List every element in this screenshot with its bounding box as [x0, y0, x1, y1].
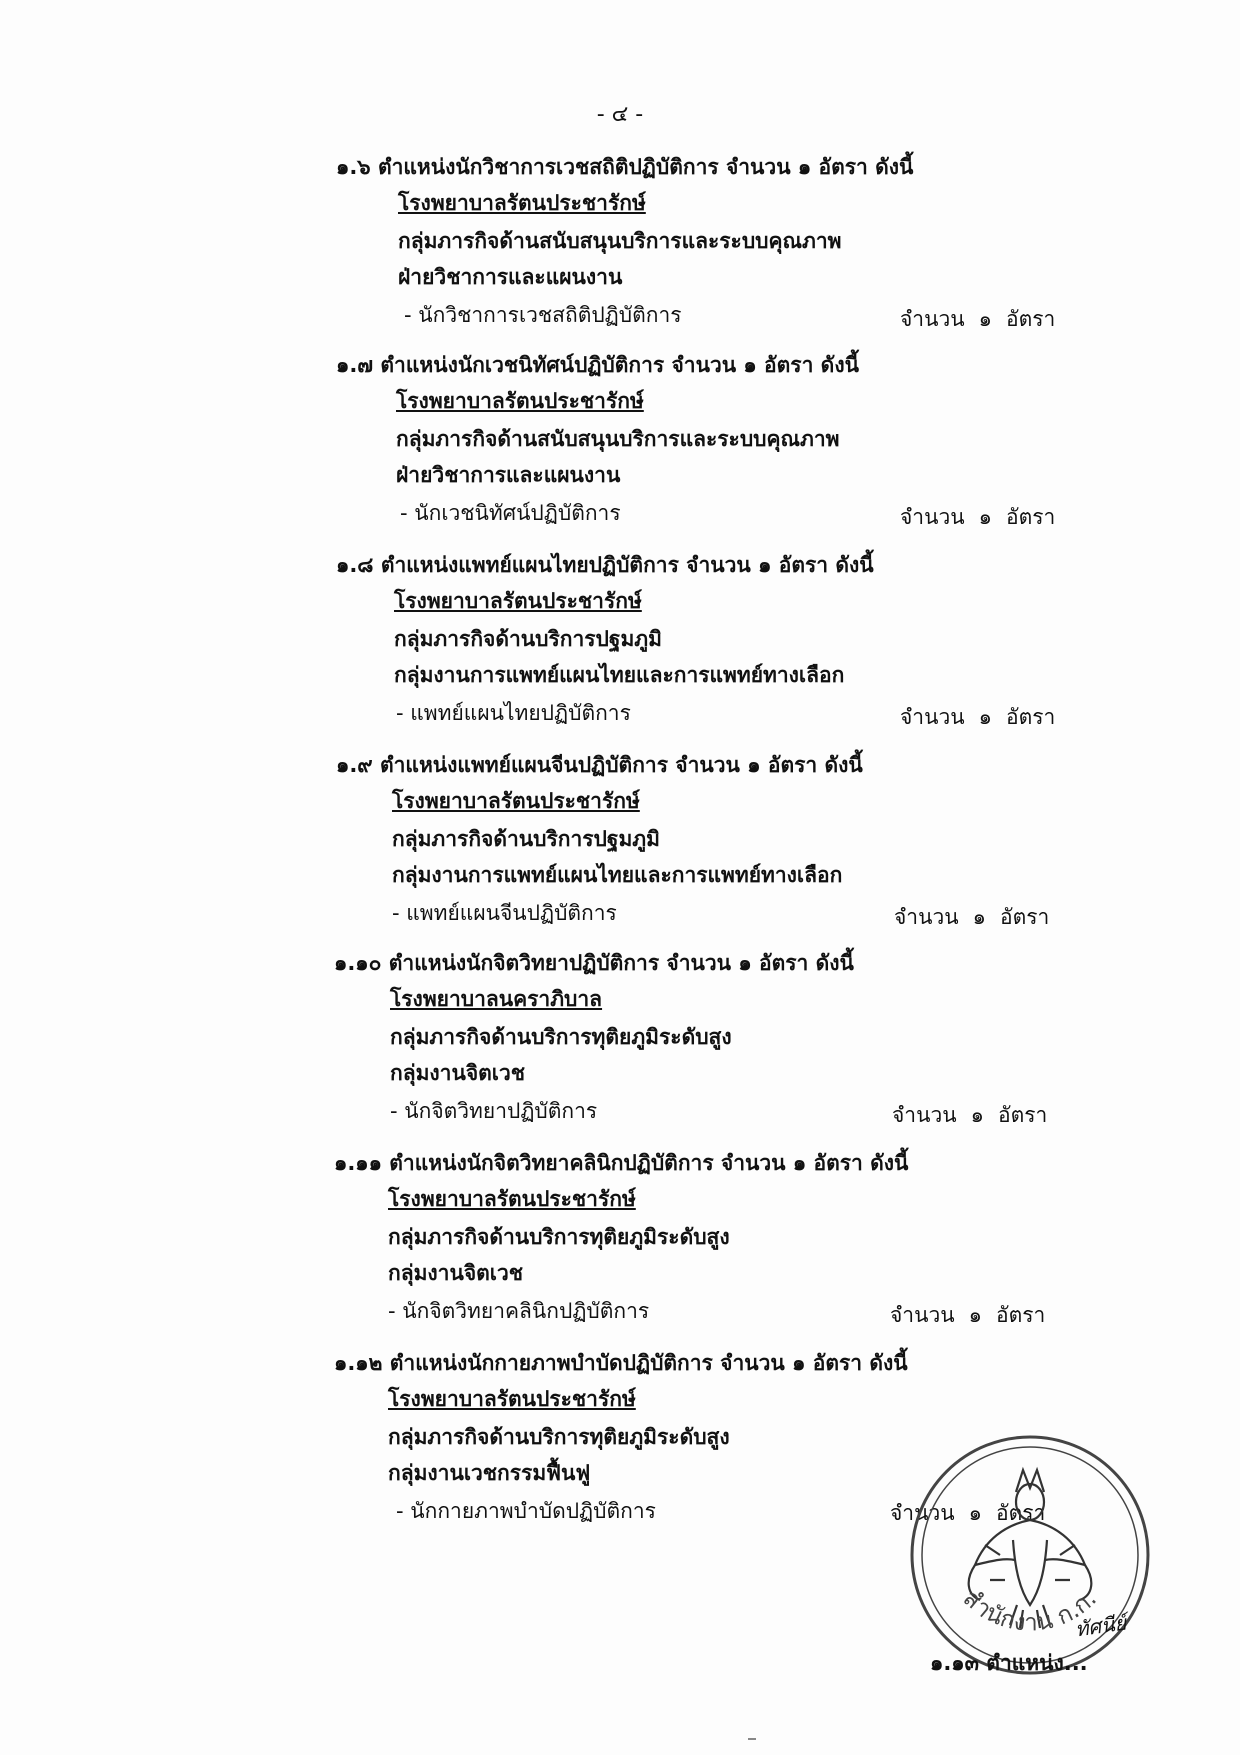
position-title: - แพทย์แผนจีนปฏิบัติการ [392, 901, 617, 925]
count-label: จำนวน [900, 307, 965, 331]
count-label: จำนวน [890, 1303, 955, 1327]
hospital-name: โรงพยาบาลรัตนประชารักษ์ [388, 1387, 636, 1411]
count-value: ๑ [968, 1501, 982, 1525]
section-heading: ๑.๗ ตำแหน่งนักเวชนิทัศน์ปฏิบัติการ จำนวน ๑ อัตรา ดังนี้ [336, 353, 859, 377]
hospital-name: โรงพยาบาลรัตนประชารักษ์ [398, 191, 646, 215]
count-unit: อัตรา [999, 905, 1050, 929]
scan-mark [748, 1738, 756, 1740]
continuation-text: ๑.๑๓ ตำแหน่ง... [930, 1651, 1088, 1675]
count-value: ๑ [978, 307, 992, 331]
section-heading: ๑.๘ ตำแหน่งแพทย์แผนไทยปฏิบัติการ จำนวน ๑ อัตรา ดังนี้ [336, 553, 874, 577]
count-unit: อัตรา [997, 1103, 1048, 1127]
count-unit: อัตรา [1005, 705, 1056, 729]
count-value: ๑ [970, 1103, 984, 1127]
position-count [892, 1100, 1047, 1130]
count-label: จำนวน [892, 1103, 957, 1127]
page-number: - ๔ - [596, 102, 644, 127]
mission-group: กลุ่มภารกิจด้านบริการทุติยภูมิระดับสูง [390, 1025, 732, 1049]
position-count [900, 502, 1055, 532]
position-count [900, 304, 1055, 334]
position-title: - นักเวชนิทัศน์ปฏิบัติการ [400, 501, 621, 525]
count-value: ๑ [978, 505, 992, 529]
mission-group: กลุ่มภารกิจด้านสนับสนุนบริการและระบบคุณภาพ [398, 229, 842, 253]
section-heading: ๑.๙ ตำแหน่งแพทย์แผนจีนปฏิบัติการ จำนวน ๑ อัตรา ดังนี้ [336, 753, 863, 777]
position-title: - นักจิตวิทยาคลินิกปฏิบัติการ [388, 1299, 650, 1323]
count-label: จำนวน [890, 1501, 955, 1525]
position-title: - นักวิชาการเวชสถิติปฏิบัติการ [404, 303, 682, 327]
hospital-name: โรงพยาบาลรัตนประชารักษ์ [396, 389, 644, 413]
section-heading: ๑.๑๑ ตำแหน่งนักจิตวิทยาคลินิกปฏิบัติการ จำนวน ๑ อัตรา ดังนี้ [334, 1151, 909, 1175]
count-unit: อัตรา [1005, 307, 1056, 331]
mission-group: กลุ่มภารกิจด้านบริการปฐมภูมิ [394, 627, 662, 651]
count-value: ๑ [978, 705, 992, 729]
count-unit: อัตรา [995, 1303, 1046, 1327]
count-label: จำนวน [900, 505, 965, 529]
handwritten-signature: ทัศนีย์ [1073, 1610, 1128, 1642]
mission-group: กลุ่มภารกิจด้านบริการทุติยภูมิระดับสูง [388, 1425, 730, 1449]
count-value: ๑ [968, 1303, 982, 1327]
count-unit: อัตรา [995, 1501, 1046, 1525]
hospital-name: โรงพยาบาลรัตนประชารักษ์ [394, 589, 642, 613]
sub-unit: กลุ่มงานจิตเวช [388, 1261, 523, 1285]
position-count [900, 702, 1055, 732]
position-count [894, 902, 1049, 932]
position-count [890, 1300, 1045, 1330]
sub-unit: ฝ่ายวิชาการและแผนงาน [398, 265, 623, 289]
count-label: จำนวน [900, 705, 965, 729]
section-heading: ๑.๑๐ ตำแหน่งนักจิตวิทยาปฏิบัติการ จำนวน ๑ อัตรา ดังนี้ [334, 951, 854, 975]
hospital-name: โรงพยาบาลรัตนประชารักษ์ [388, 1187, 636, 1211]
section-heading: ๑.๑๒ ตำแหน่งนักกายภาพบำบัดปฏิบัติการ จำนวน ๑ อัตรา ดังนี้ [334, 1351, 908, 1375]
mission-group: กลุ่มภารกิจด้านสนับสนุนบริการและระบบคุณภาพ [396, 427, 840, 451]
hospital-name: โรงพยาบาลรัตนประชารักษ์ [392, 789, 640, 813]
mission-group: กลุ่มภารกิจด้านบริการปฐมภูมิ [392, 827, 660, 851]
count-value: ๑ [972, 905, 986, 929]
sub-unit: กลุ่มงานการแพทย์แผนไทยและการแพทย์ทางเลือก [394, 663, 845, 687]
sub-unit: กลุ่มงานจิตเวช [390, 1061, 525, 1085]
count-unit: อัตรา [1005, 505, 1056, 529]
sub-unit: กลุ่มงานการแพทย์แผนไทยและการแพทย์ทางเลือก [392, 863, 843, 887]
position-title: - นักจิตวิทยาปฏิบัติการ [390, 1099, 598, 1123]
mission-group: กลุ่มภารกิจด้านบริการทุติยภูมิระดับสูง [388, 1225, 730, 1249]
position-title: - นักกายภาพบำบัดปฏิบัติการ [396, 1499, 656, 1523]
position-title: - แพทย์แผนไทยปฏิบัติการ [396, 701, 631, 725]
count-label: จำนวน [894, 905, 959, 929]
seal-text: สำนักงาน ก.ก. [957, 1583, 1102, 1637]
official-seal [905, 1430, 1155, 1680]
sub-unit: ฝ่ายวิชาการและแผนงาน [396, 463, 621, 487]
sub-unit: กลุ่มงานเวชกรรมฟื้นฟู [388, 1461, 591, 1485]
hospital-name: โรงพยาบาลนคราภิบาล [390, 987, 603, 1011]
section-heading: ๑.๖ ตำแหน่งนักวิชาการเวชสถิติปฏิบัติการ จำนวน ๑ อัตรา ดังนี้ [336, 155, 914, 179]
